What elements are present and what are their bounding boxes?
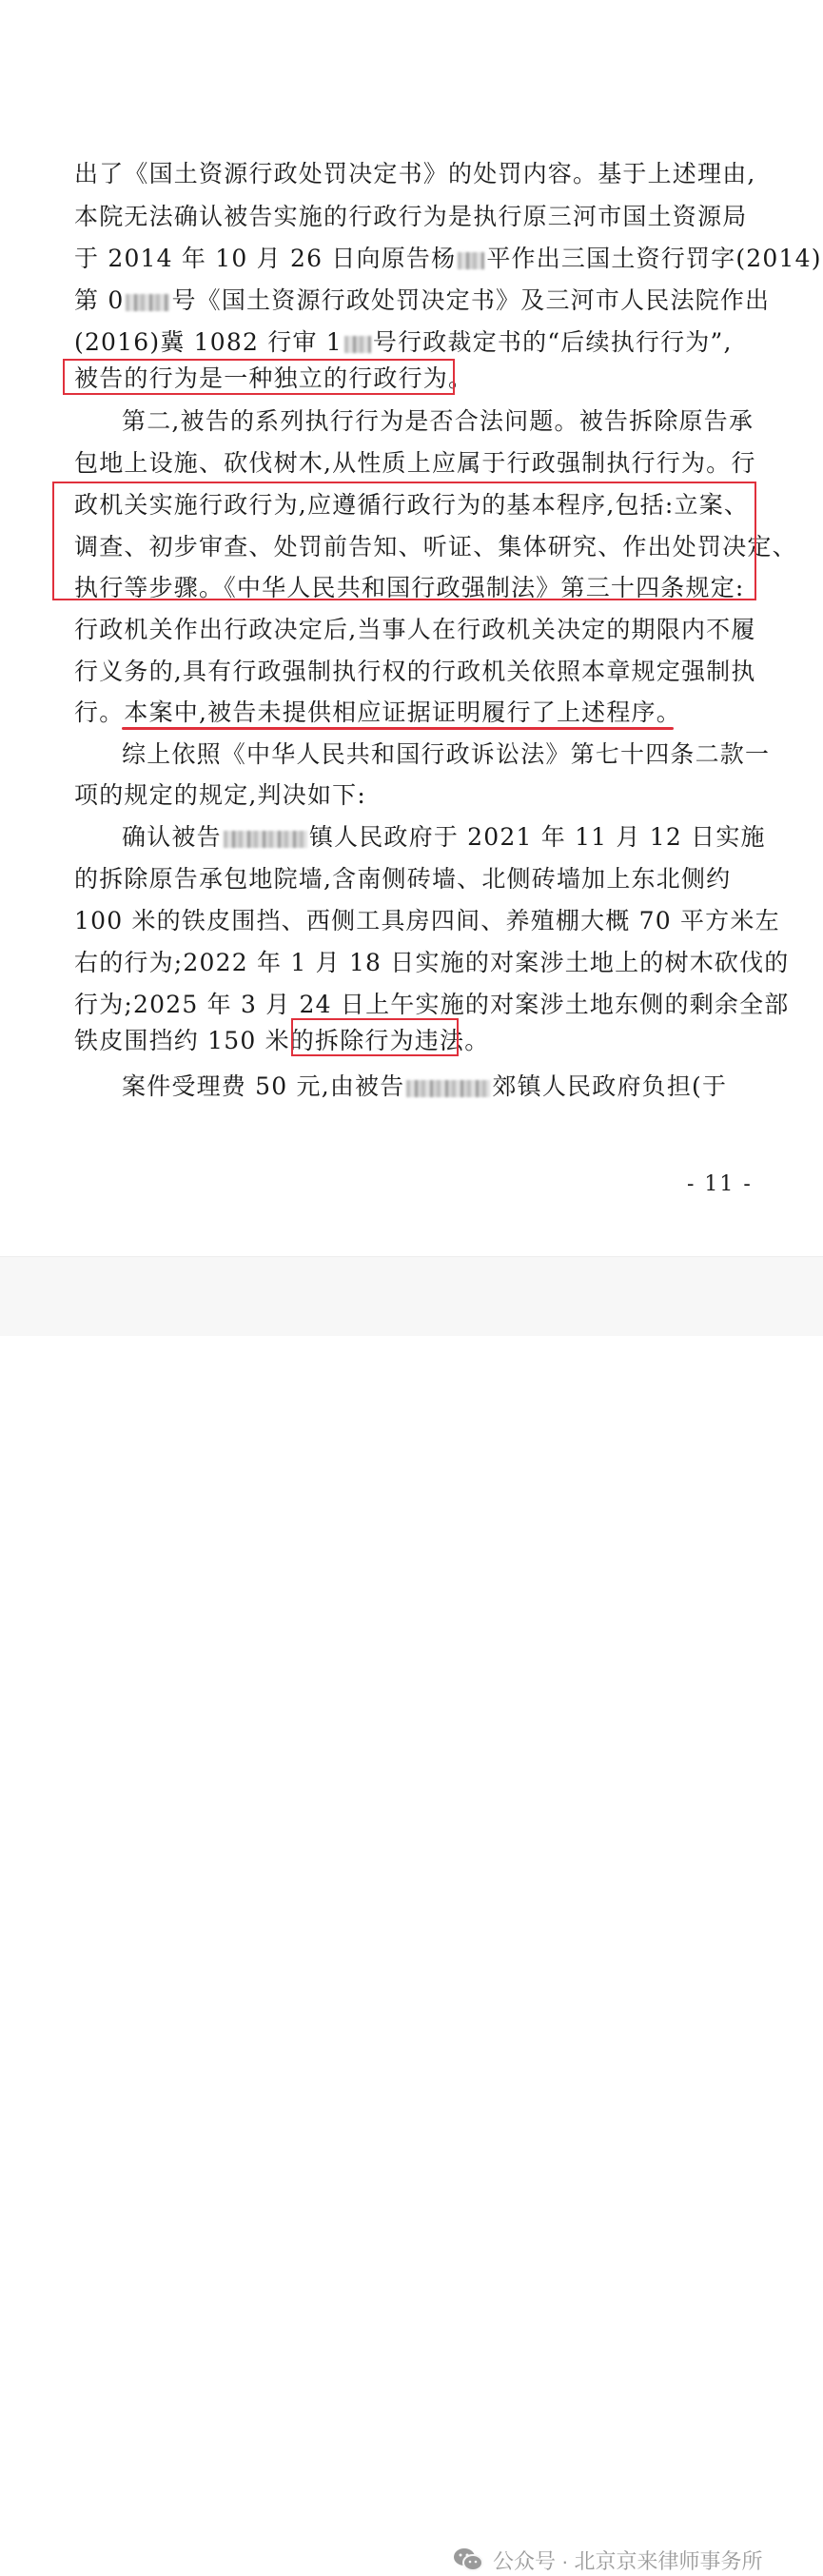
text-line: 案件受理费 50 元,由被告 郊镇人民政府负担(于 [122, 1072, 728, 1100]
page-number: - 11 - [687, 1172, 753, 1196]
text-line: 执行等步骤。《中华人民共和国行政强制法》第三十四条规定: [74, 574, 745, 601]
text-line: 行政机关作出行政决定后,当事人在行政机关决定的期限内不履 [74, 616, 756, 643]
highlight-box [63, 359, 455, 395]
watermark-text: 公众号 · 北京京来律师事务所 [493, 2548, 763, 2573]
text-line: 政机关实施行政行为,应遵循行政行为的基本程序,包括:立案、 [74, 491, 750, 519]
text-line: 调查、初步审查、处罚前告知、听证、集体研究、作出处罚决定、 [74, 533, 797, 560]
document-page [0, 0, 823, 1256]
text-line: 被告的行为是一种独立的行政行为。 [74, 364, 474, 392]
text-line: 项的规定的规定,判决如下: [74, 781, 366, 809]
redacted-name [406, 1080, 490, 1097]
text-line: 第二,被告的系列执行行为是否合法问题。被告拆除原告承 [122, 407, 754, 435]
text-line: 行为;2025 年 3 月 24 日上午实施的对案涉土地东侧的剩余全部 [74, 991, 790, 1018]
footer-bar [0, 1256, 823, 2573]
wechat-icon [453, 2547, 483, 2573]
text-line: 右的行为;2022 年 1 月 18 日实施的对案涉土地上的树木砍伐的 [74, 949, 790, 976]
text-line: 确认被告 镇人民政府于 2021 年 11 月 12 日实施 [122, 823, 766, 851]
redacted-number [126, 294, 169, 311]
text-line: 行。本案中,被告未提供相应证据证明履行了上述程序。 [74, 698, 681, 726]
redacted-number [344, 336, 371, 353]
text-line: 第 0 号《国土资源行政处罚决定书》及三河市人民法院作出 [74, 286, 771, 314]
text-line: 于 2014 年 10 月 26 日向原告杨 平作出三国土资行罚字(2014) [74, 245, 822, 272]
text-line: 铁皮围挡约 150 米的拆除行为违法。 [74, 1027, 490, 1054]
text-line: 综上依照《中华人民共和国行政诉讼法》第七十四条二款一 [122, 740, 771, 768]
redacted-name [458, 252, 484, 269]
watermark [453, 2544, 763, 2576]
highlight-box [52, 482, 756, 600]
text-line: 出了《国土资源行政处罚决定书》的处罚内容。基于上述理由, [74, 160, 756, 187]
text-line: 行义务的,具有行政强制执行权的行政机关依照本章规定强制执 [74, 658, 756, 685]
text-line: (2016)冀 1082 行审 1 号行政裁定书的“后续执行行为”, [74, 328, 733, 356]
text-line: 包地上设施、砍伐树木,从性质上应属于行政强制执行行为。行 [74, 449, 756, 477]
text-line: 本院无法确认被告实施的行政行为是执行原三河市国土资源局 [74, 203, 748, 230]
highlight-box [291, 1018, 459, 1056]
text-line: 100 米的铁皮围挡、西侧工具房四间、养殖棚大概 70 平方米左 [74, 907, 780, 934]
text-line: 的拆除原告承包地院墙,含南侧砖墙、北侧砖墙加上东北侧约 [74, 865, 732, 893]
highlight-underline [122, 727, 674, 730]
redacted-name [224, 831, 307, 848]
